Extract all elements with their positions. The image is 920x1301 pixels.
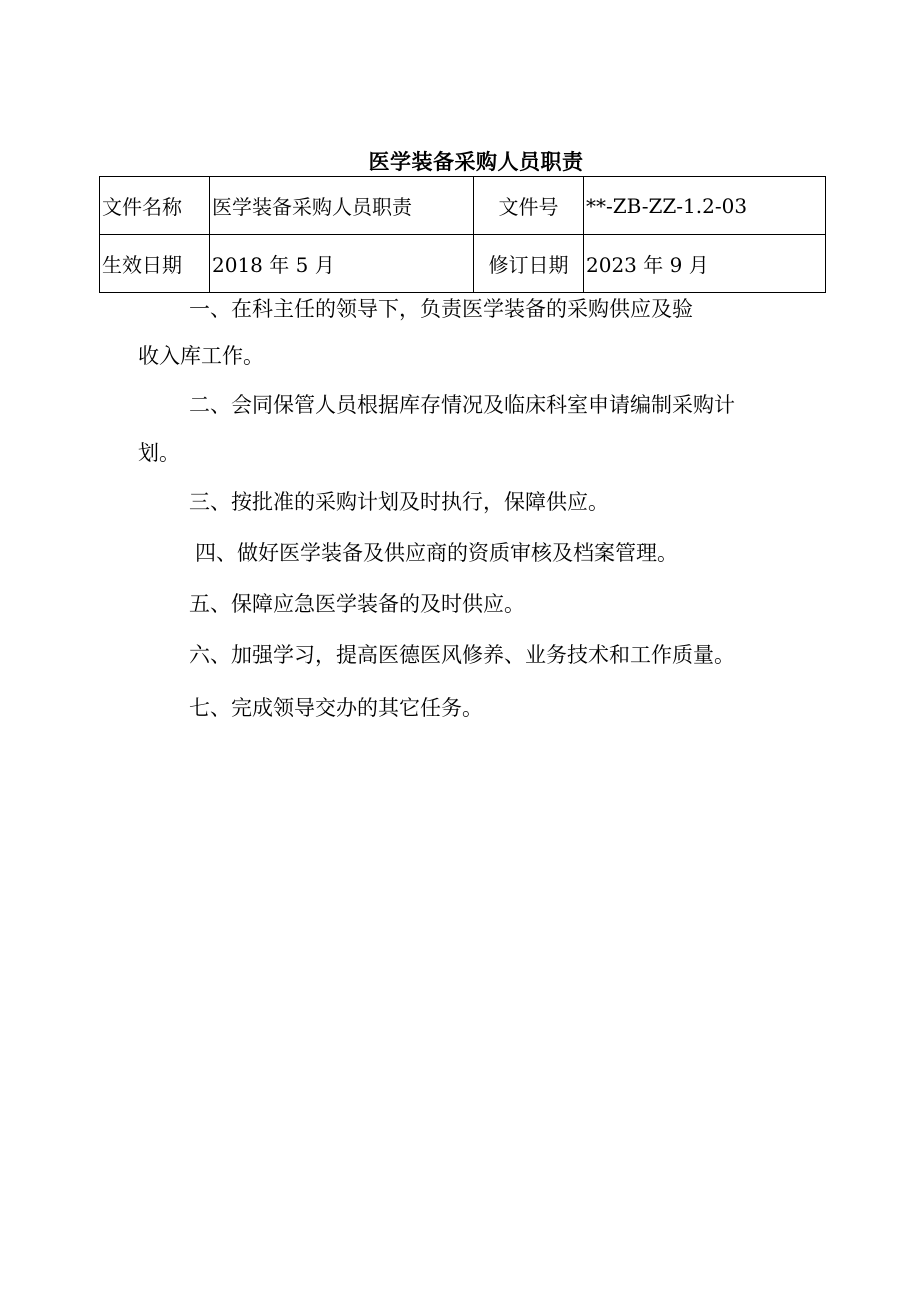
document-info-table <box>99 176 826 293</box>
duty-item-7: 七、完成领导交办的其它任务。 <box>189 696 483 720</box>
duty-item-5: 五、保障应急医学装备的及时供应。 <box>189 592 525 616</box>
table-row <box>100 235 826 293</box>
table-row <box>100 177 826 235</box>
duty-item-1: 一、在科主任的领导下，负责医学装备的采购供应及验 <box>189 297 693 321</box>
duty-item-4: 四、做好医学装备及供应商的资质审核及档案管理。 <box>195 541 678 565</box>
file-number-value: **-ZB-ZZ-1.2-03 <box>584 177 826 235</box>
duty-item-6: 六、加强学习，提高医德医风修养、业务技术和工作质量。 <box>189 643 735 667</box>
file-number-label: 文件号 <box>474 177 584 235</box>
effective-date-label: 生效日期 <box>100 235 210 293</box>
document-title: 医学装备采购人员职责 <box>368 149 584 174</box>
file-name-label: 文件名称 <box>100 177 210 235</box>
effective-date-value: 2018 年 5 月 <box>210 235 474 293</box>
duty-item-3: 三、按批准的采购计划及时执行，保障供应。 <box>189 490 609 514</box>
duty-item-2: 二、会同保管人员根据库存情况及临床科室申请编制采购计 <box>189 393 735 417</box>
duty-item-1-continued: 收入库工作。 <box>138 344 264 368</box>
revision-date-value: 2023 年 9 月 <box>584 235 826 293</box>
duty-item-2-continued: 划。 <box>138 441 180 465</box>
file-name-value: 医学装备采购人员职责 <box>210 177 474 235</box>
revision-date-label: 修订日期 <box>474 235 584 293</box>
